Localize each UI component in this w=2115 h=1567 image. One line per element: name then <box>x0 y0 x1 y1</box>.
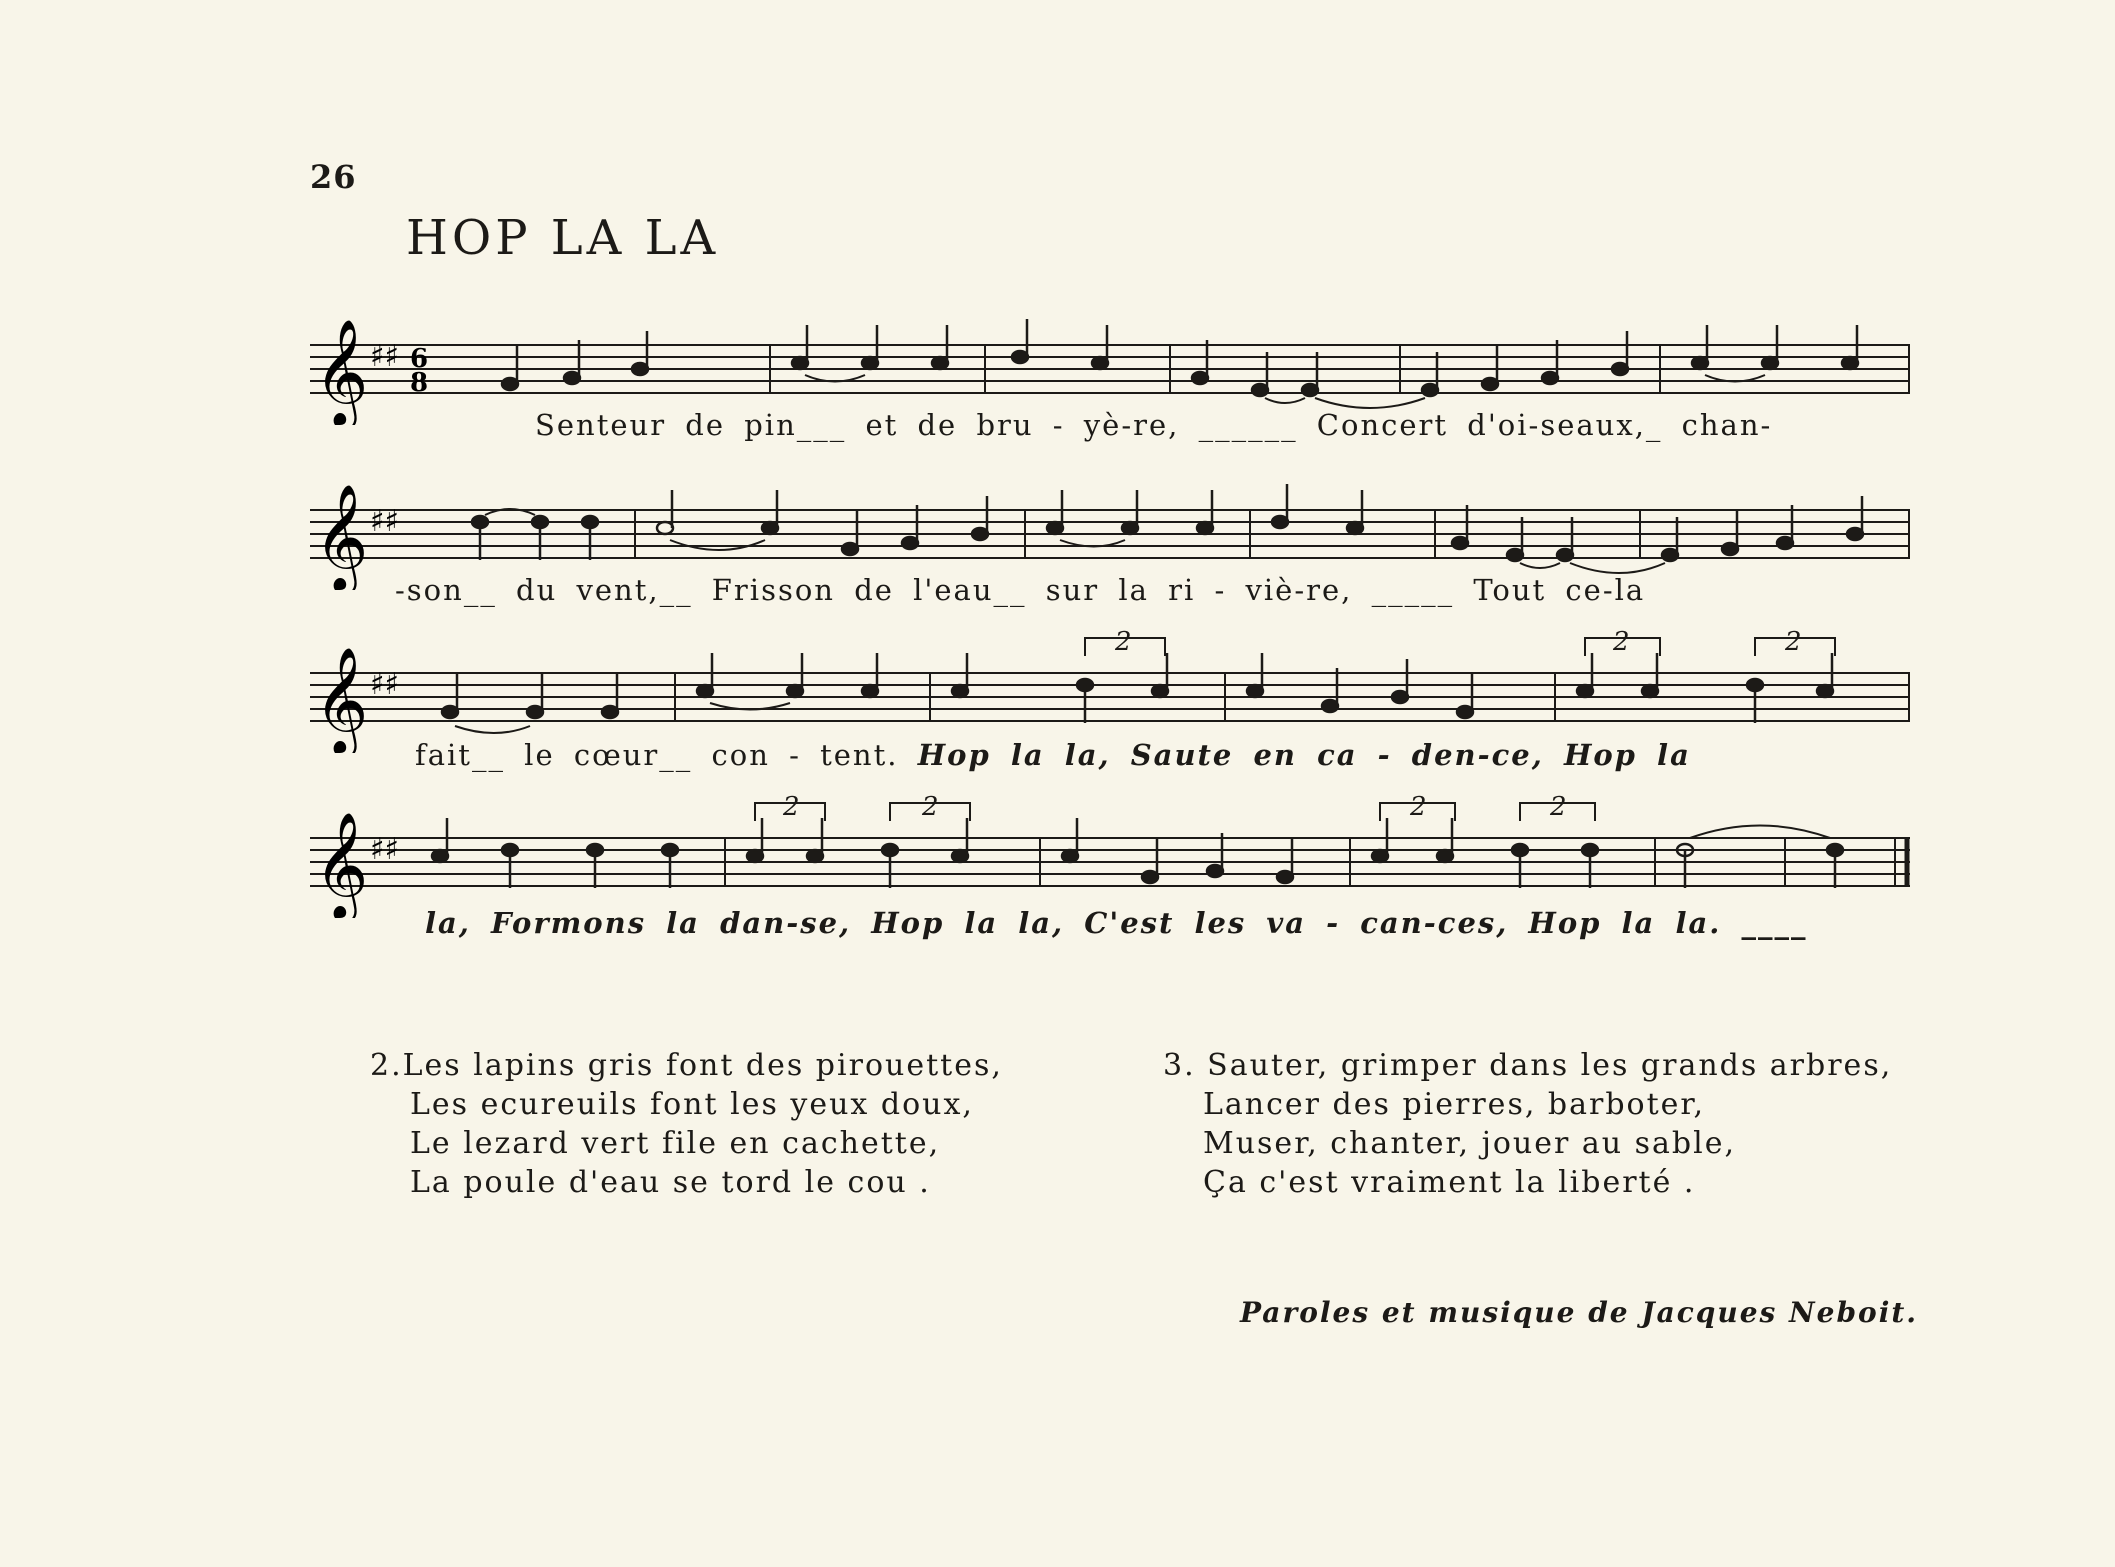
key-signature-sharps: ♯♯ <box>370 504 400 539</box>
lyrics-line-1 <box>535 408 1772 442</box>
music-staff-3 <box>310 628 1910 753</box>
treble-clef-icon: 𝄞 <box>314 318 369 425</box>
credit-line: Paroles et musique de Jacques Neboit. <box>1240 1296 1919 1329</box>
staff-system-1 <box>310 300 1910 425</box>
key-signature-sharps: ♯♯ <box>370 832 400 867</box>
lyrics-line-4 <box>425 906 1807 940</box>
tuplet-label: 2 <box>922 793 939 822</box>
verse-line: Les ecureuils font les yeux doux, <box>410 1087 974 1122</box>
music-staff-2 <box>310 465 1910 590</box>
verse-line: Lancer des pierres, barboter, <box>1203 1087 1705 1122</box>
lyrics-plain: Senteur de pin___ et de bru - yè-re, ______ Concert d'oi-seaux,_ chan- <box>535 408 1773 442</box>
song-title: HOP LA LA <box>406 210 720 266</box>
time-sig-top: 6 <box>410 344 429 374</box>
tuplet-label: 2 <box>1613 628 1630 657</box>
key-signature-sharps: ♯♯ <box>370 667 400 702</box>
treble-clef-icon: 𝄞 <box>314 483 369 590</box>
tuplet-label: 2 <box>1410 793 1427 822</box>
verse-line: Le lezard vert file en cachette, <box>410 1126 941 1161</box>
verse-2 <box>370 1046 1003 1202</box>
verse-number: 2. <box>370 1048 403 1083</box>
staff-system-3 <box>310 628 1910 753</box>
verse-line: La poule d'eau se tord le cou . <box>410 1165 931 1200</box>
tuplet-label: 2 <box>1785 628 1802 657</box>
key-signature-sharps: ♯♯ <box>370 339 400 374</box>
tuplet-label: 2 <box>783 793 800 822</box>
music-staff-1 <box>310 300 1910 425</box>
staff-system-2 <box>310 465 1910 590</box>
verse-3 <box>1163 1046 1892 1202</box>
treble-clef-icon: 𝄞 <box>314 811 369 918</box>
lyrics-plain: -son__ du vent,__ Frisson de l'eau__ sur la ri - viè-re, _____ Tout ce-la <box>395 573 1646 607</box>
verse-line: Sauter, grimper dans les grands arbres, <box>1207 1048 1893 1083</box>
verse-line: Muser, chanter, jouer au sable, <box>1203 1126 1736 1161</box>
tuplet-label: 2 <box>1115 628 1132 657</box>
lyrics-italic: la, Formons la dan-se, Hop la la, C'est les va - can-ces, Hop la la. ____ <box>425 906 1808 940</box>
page-number: 26 <box>310 158 357 196</box>
treble-clef-icon: 𝄞 <box>314 646 369 753</box>
staff-system-4 <box>310 793 1910 918</box>
lyrics-italic: Hop la la, Saute en ca - den-ce, Hop la <box>917 738 1691 772</box>
lyrics-line-3 <box>415 738 1691 772</box>
tuplet-label: 2 <box>1550 793 1567 822</box>
music-staff-4 <box>310 793 1910 918</box>
verse-line: Les lapins gris font des pirouettes, <box>402 1048 1003 1083</box>
lyrics-plain: fait__ le cœur__ con - tent. <box>415 738 918 772</box>
lyrics-line-2 <box>395 573 1645 607</box>
time-sig-bottom: 8 <box>410 368 429 398</box>
verse-line: Ça c'est vraiment la liberté . <box>1203 1165 1696 1200</box>
verse-number: 3. <box>1163 1048 1196 1083</box>
